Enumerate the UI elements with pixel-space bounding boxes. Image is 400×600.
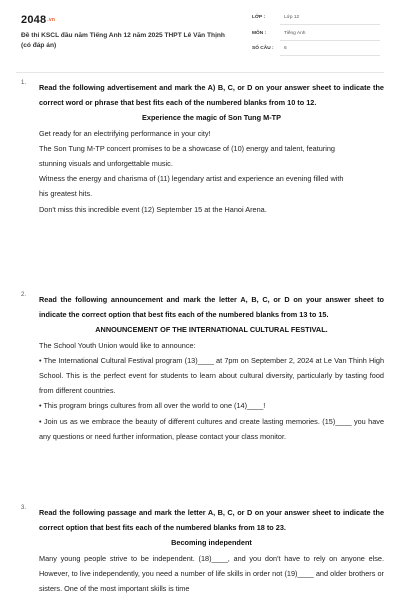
- question-body: [39, 80, 384, 217]
- meta-class: [252, 15, 380, 25]
- question-instruction: Read the following announcement and mark the letter A, B, C, or D on your answer sheet to indicate the correct option that best fits each of the numbered blanks from 13 to 15.: [39, 295, 384, 320]
- logo-suffix: .vn: [47, 17, 56, 23]
- passage-line: The Son Tung M-TP concert promises to be a showcase of (10) energy and talent, featuring: [39, 143, 335, 153]
- passage-line: Many young people strive to be independent. (18)____, and you don't have to rely on anyone else. However, to live independently, you need a number of life skills in order not (19)____ and older brothers or sisters. One of the most important skills is time: [39, 553, 384, 594]
- passage-line: • The International Cultural Festival program (13)____ at 7pm on September 2, 2024 at Le Van Thinh High School. This is the perfect event for students to learn about cultural diversity, particularly by tasting food from different countries.: [39, 355, 384, 396]
- question-number: 2.: [21, 292, 27, 298]
- passage-line: • Join us as we embrace the beauty of different cultures and create lasting memories. (15)____ you have any questions or need further information, please contact your class monitor.: [39, 416, 384, 441]
- question-number: 1.: [21, 80, 27, 86]
- passage-line: Witness the energy and charisma of (11) legendary artist and experience an evening filled with: [39, 174, 344, 184]
- meta-divider: [280, 40, 380, 41]
- passage-line: his greatest hits.: [39, 189, 93, 199]
- meta-class-value: Lớp 12: [284, 15, 300, 20]
- passage-line: • This program brings cultures from all over the world to one (14)____!: [39, 401, 266, 411]
- logo-text: 2048: [21, 14, 47, 26]
- passage-heading: Experience the magic of Son Tung M-TP: [142, 113, 281, 123]
- meta-divider: [280, 24, 380, 25]
- meta-count: [252, 46, 380, 56]
- passage-heading: Becoming independent: [171, 538, 252, 548]
- passage-line: Don't miss this incredible event (12) September 15 at the Hanoi Arena.: [39, 204, 267, 214]
- meta-subject: [252, 31, 380, 41]
- passage-line: Get ready for an electrifying performance in your city!: [39, 128, 211, 138]
- header-divider: [16, 72, 384, 73]
- passage-heading: ANNOUNCEMENT OF THE INTERNATIONAL CULTURAL FESTIVAL.: [95, 325, 328, 335]
- question-body: [39, 292, 384, 444]
- passage-line: The School Youth Union would like to announce:: [39, 340, 196, 350]
- question-number: 3.: [21, 505, 27, 511]
- meta-divider: [280, 55, 380, 56]
- meta-subject-value: Tiếng Anh: [284, 31, 306, 36]
- page-title: Đề thi KSCL đầu năm Tiếng Anh 12 năm 2025 THPT Lê Văn Thịnh (có đáp án): [21, 32, 225, 49]
- site-logo[interactable]: [21, 14, 55, 26]
- meta-count-value: 6: [284, 46, 287, 51]
- question-body: [39, 505, 384, 596]
- document-header: [0, 0, 400, 72]
- question-instruction: Read the following advertisement and mark the A) B, C, or D on your answer sheet to indicate the correct word or phrase that best fits each of the numbered blanks from 10 to 12.: [39, 83, 384, 108]
- meta-subject-label: MÔN :: [252, 31, 267, 36]
- meta-count-label: SỐ CÂU :: [252, 46, 274, 51]
- question-instruction: Read the following passage and mark the letter A, B, C, or D on your answer sheet to indicate the correct option that best fits each of the numbered blanks from 18 to 23.: [39, 508, 384, 533]
- meta-class-label: LỚP :: [252, 15, 266, 20]
- passage-line: stunning visuals and unforgettable music.: [39, 159, 173, 169]
